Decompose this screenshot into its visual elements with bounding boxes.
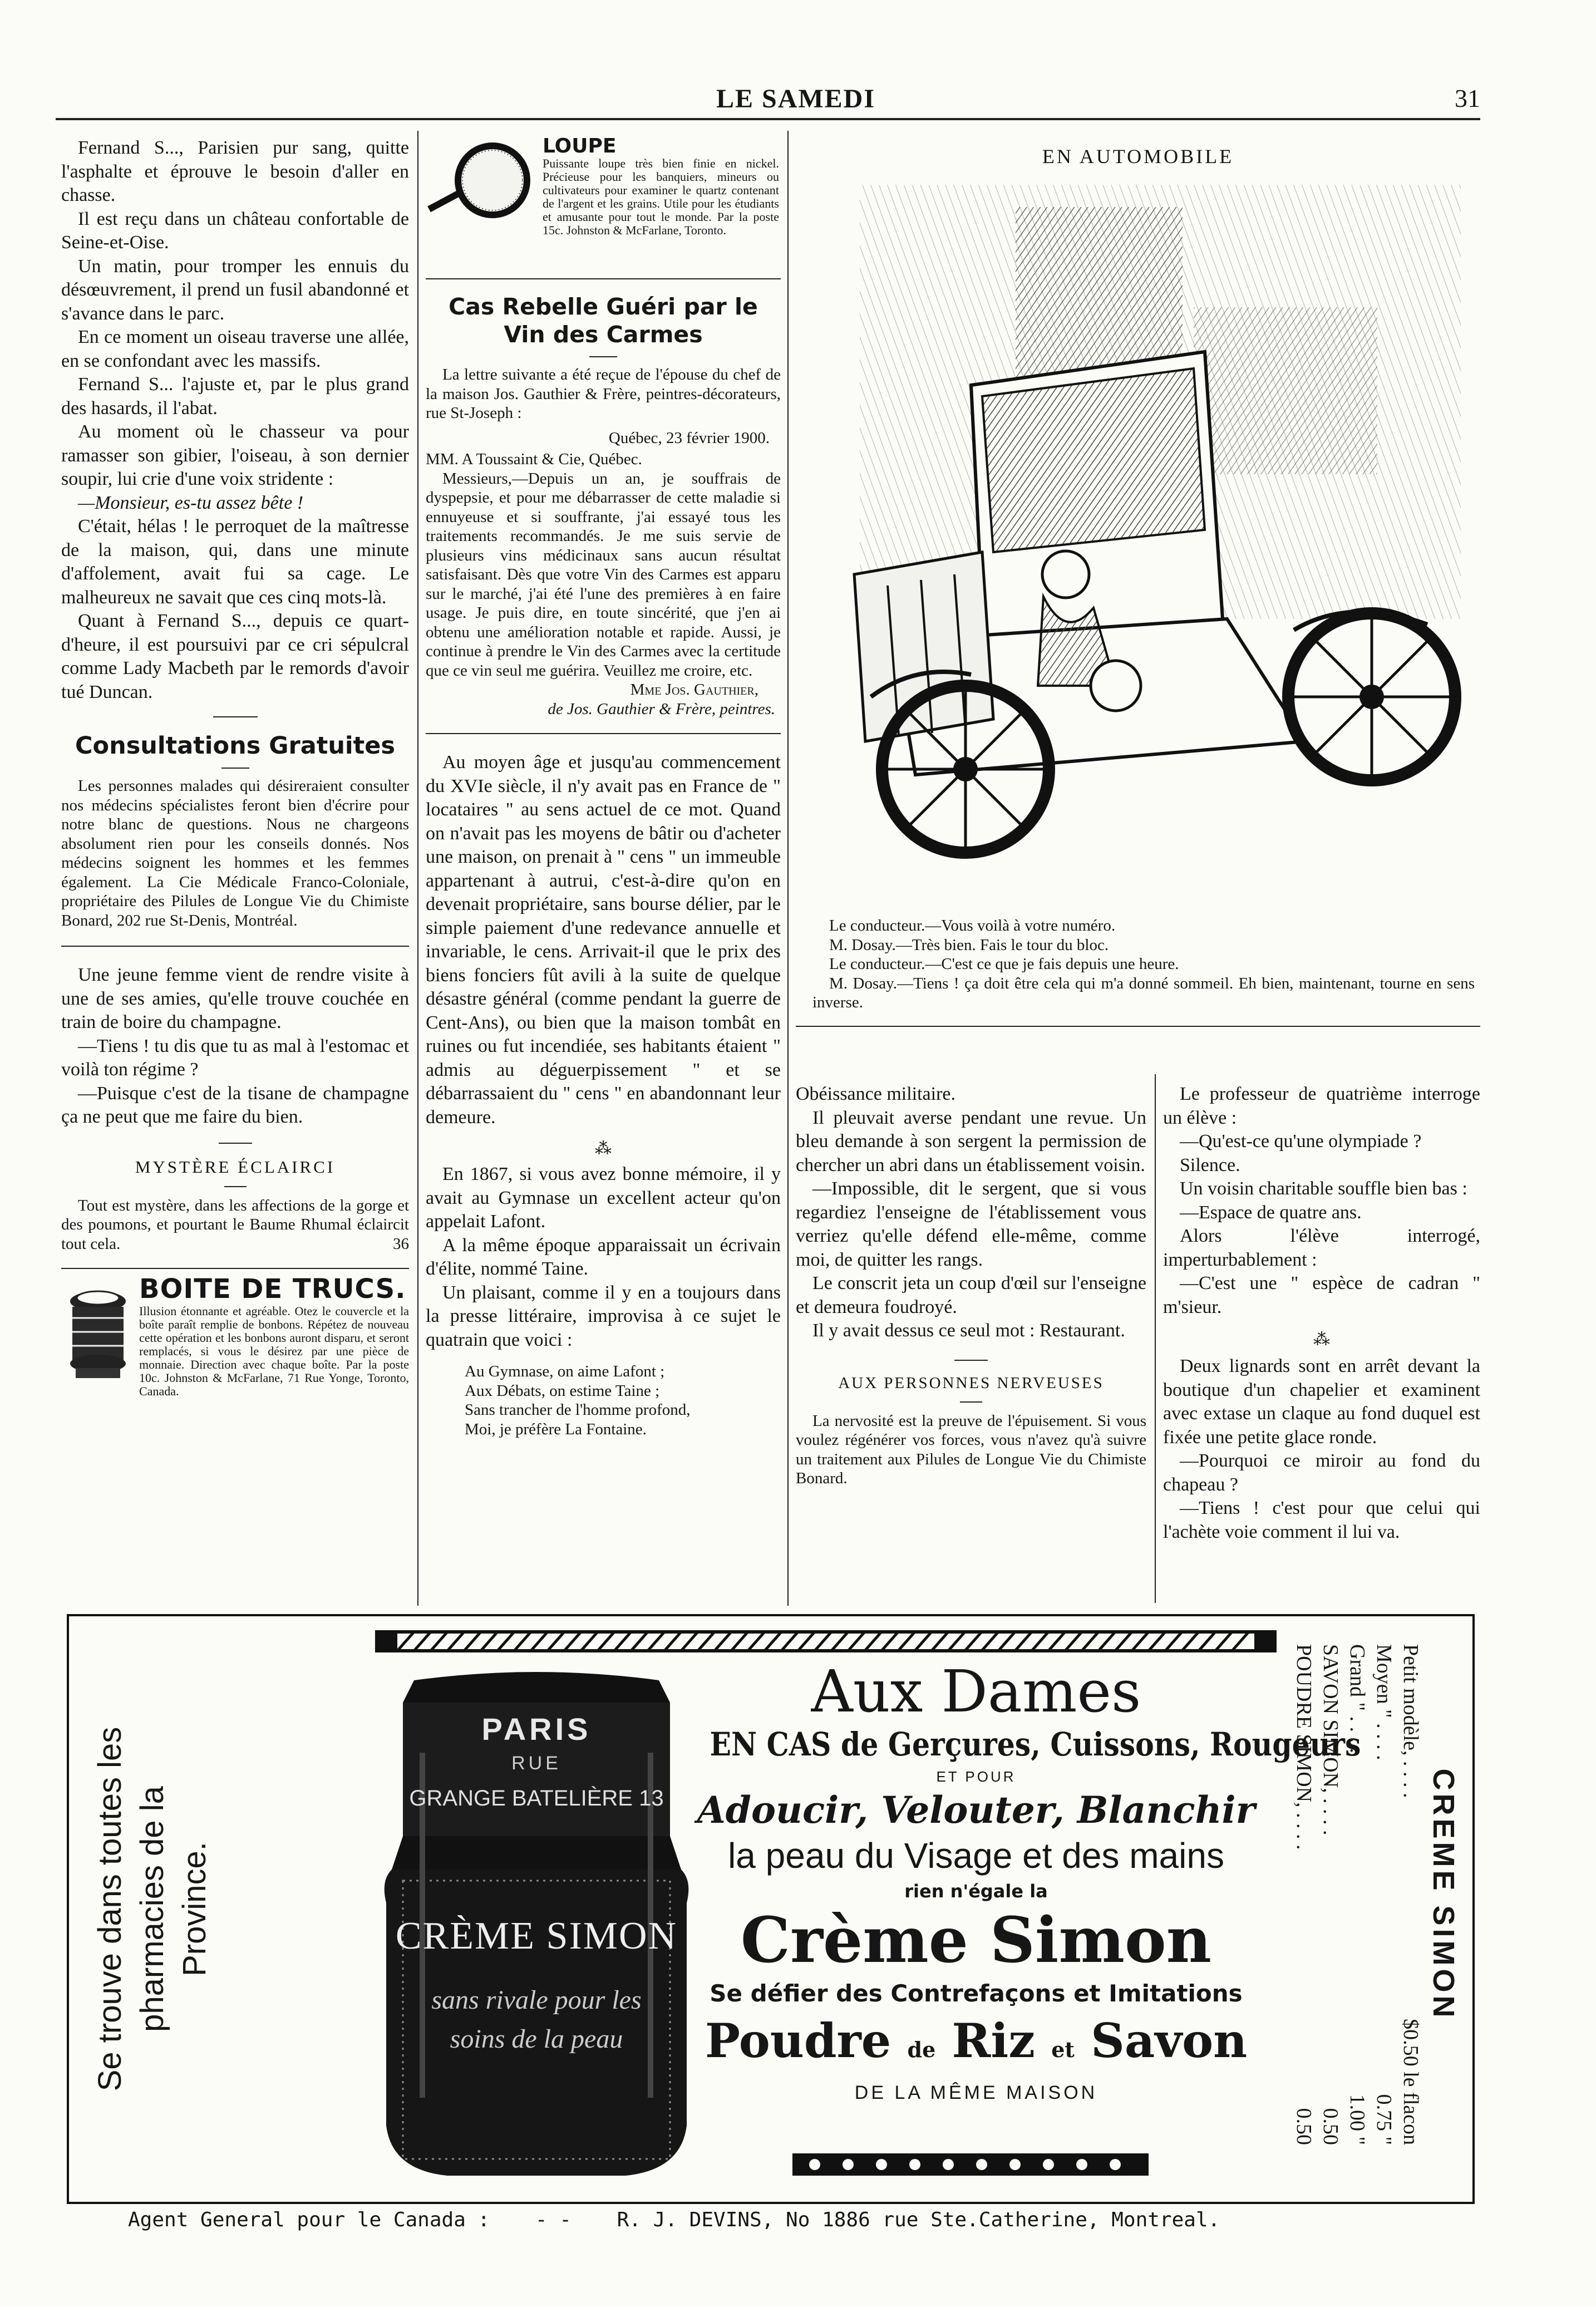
cas-signature: Mme Jos. Gauthier, [630,681,758,699]
paragraph: Un plaisant, comme il y en a toujours dans la presse littéraire, improvisa à ce sujet le quatrain que voici : [426,1282,781,1350]
price-label: Petit modèle, . . . . [1399,1644,1422,1798]
price-value: $0.50 le flacon [1399,2019,1422,2145]
contrefacons-line: Se défier des Contrefaçons et Imitations [710,1980,1243,2007]
paragraph: —Qu'est-ce qu'une olympiade ? [1180,1131,1422,1152]
separator [589,356,617,357]
price-list [1282,1616,1471,2202]
paragraph: Il pleuvait averse pendant une revue. Un bleu demande à son sergent la permission de chercher un abri dans un établissement voisin. [796,1107,1146,1175]
price-label: SAVON SIMON, . . . . [1319,1644,1342,1836]
page-number: 31 [1455,84,1480,112]
paragraph: Silence. [1180,1154,1240,1175]
paragraph: Un voisin charitable souffle bien bas : [1180,1178,1467,1199]
asterism: ⁂ [1313,1330,1330,1349]
poem-line: Aux Débats, on estime Taine ; [465,1381,660,1400]
column-4 [1163,1083,1480,1544]
mystere-number: 36 [393,1234,409,1253]
jar-rue: RUE [511,1753,561,1774]
boite-title: BOITE DE TRUCS. [139,1273,406,1305]
ornamental-border-top [375,1627,1277,1655]
rien-line: rien n'égale la [904,1881,1048,1902]
paragraph: Fernand S..., Parisien pur sang, quitte l'asphalte et éprouve le besoin d'aller en chasse. [61,137,409,205]
magnifying-glass-illustration [426,137,537,226]
price-row [1371,1644,1397,2145]
cas-intro: La lettre suivante a été reçue de l'épouse du chef de la maison Jos. Gauthier & Frère, peintres-décorateurs, rue St-Joseph : [426,366,781,422]
poudre-riz-savon [670,2010,1282,2080]
nerveuses-heading: AUX PERSONNES NERVEUSES [838,1374,1104,1392]
adoucir-line: Adoucir, Velouter, Blanchir [697,1788,1255,1832]
boite-text: Illusion étonnante et agréable. Otez le couvercle et la boîte paraît remplie de bonbons. Répétez de nouveau cette opération et les bonbons auront disparu, et seront remplacés, si vous le désirez par une pièce de monnaie. Direction avec chaque boîte. Par la poste 10c. Johnston & McFarlane, 71 Rue Yonge, Toronto, Canada. [139,1304,409,1398]
story-chasse [61,136,409,704]
jar-script: sans rivale pour les soins de la peau [431,1985,642,2054]
en-cas-line: EN CAS de Gerçures, Cuissons, Rougeurs [710,1725,1361,1763]
vertical-line: Province. [176,1842,213,1976]
paragraph: Un matin, pour tromper les ennuis du désœuvrement, il prend un fusil abandonné et s'avance dans le parc. [61,255,409,324]
poem-line: Sans trancher de l'homme profond, [465,1401,691,1419]
column-2 [426,134,781,1439]
price-row [1317,1644,1344,2145]
consultations-heading: Consultations Gratuites [75,732,395,760]
paragraph: —Tiens ! c'est pour que celui qui l'achète voie comment il lui va. [1163,1498,1480,1542]
visage-line: la peau du Visage et des mains [728,1836,1224,1876]
agent-address: R. J. DEVINS, No 1886 rue Ste.Catherine, Montreal. [617,2208,1220,2231]
jar-street: GRANGE BATELIÈRE 13 [409,1786,664,1811]
column-divider [787,131,789,1606]
separator [221,768,249,769]
paragraph: Le professeur de quatrième interroge un élève : [1163,1084,1480,1128]
paragraph: C'était, hélas ! le perroquet de la maîtresse de la maison, qui, dans une minute d'affolement, avait fui sa cage. Le malheureux ne savait que ces cinq mots-là. [61,516,409,608]
separator [219,1143,252,1144]
column-divider [1155,1074,1156,1603]
paragraph: En ce moment un oiseau traverse une allée, en se confondant avec les massifs. [61,327,409,371]
rear-wheel [1288,613,1455,780]
jar-paris: PARIS [481,1711,592,1747]
section-rule [426,733,781,734]
trick-box-illustration [65,1279,131,1385]
column-1 [61,136,409,1398]
paragraph: Au moyen âge et jusqu'au commencement du XVIe siècle, il n'y avait pas en France de " locataires " au sens actuel de ce mot. Quand on n'avait pas les moyens de bâtir ou d'acheter une maison, on prenait à " cens " un immeuble appartenant à autrui, c'est-à-dire qu'on en devenait propriétaire, sans bourse délier, par le simple paiement d'une redevance annuelle et invariable, le cens. Arrivait-il que le prix des biens fonciers fût avili à la suite de quelque désastre général (comme pendant la guerre de Cent-Ans), ou bien que la maison tombât en ruines ou fut incendiée, ses habitants étaient " admis au déguerpissement " et se débarrassaient du " cens " en abandonnant leur demeure. [426,752,781,1128]
creme-simon-title: Crème Simon [740,1904,1212,1977]
price-value: 0.50 [1292,2108,1316,2145]
creme-simon-jar [381,1669,692,2181]
front-wheel [882,686,1049,853]
price-label: POUDRE SIMON, . . . . [1292,1644,1316,1850]
boite-de-trucs-ad [61,1273,409,1398]
loupe-title: LOUPE [543,135,617,158]
cartoon-title: EN AUTOMOBILE [1042,145,1234,168]
paragraph: —Puisque c'est de la tisane de champagne ça ne peut que me faire du bien. [61,1083,409,1127]
automobile-cartoon [796,134,1480,1027]
section-rule [61,1268,409,1269]
meme-maison: DE LA MÊME MAISON [854,2082,1098,2103]
paragraph: —Impossible, dit le sergent, que si vous regardiez l'enseigne de l'établissement vous verriez qu'elle défend elle-même, comme moi, de quitter les rangs. [796,1178,1146,1270]
agent-label: Agent General pour le Canada : [128,2208,490,2231]
paragraph: Le conscrit jeta un coup d'œil sur l'enseigne et demeura foudroyé. [796,1273,1146,1317]
paragraph: —Tiens ! tu dis que tu as mal à l'estomac et voilà ton régime ? [61,1035,409,1080]
cas-date: Québec, 23 février 1900. [608,429,770,447]
aux-dames: Aux Dames [811,1657,1141,1725]
paragraph: Fernand S... l'ajuste et, par le plus grand des hasards, il l'abat. [61,374,409,419]
cas-signature-firm: de Jos. Gauthier & Frère, peintres. [548,700,775,718]
consultations-text: Les personnes malades qui désireraient consulter nos médecins spécialistes feront bien d'écrire pour notre blanc de questions. Nous ne chargeons absolument rien pour les conseils donnés. Nos médecins soignent les hommes et les femmes également. La Cie Médicale Franco-Coloniale, propriétaire des Pilules de Longue Vie du Chimiste Bonard, 202 rue St-Denis, Montréal. [61,777,409,929]
header-rule [56,118,1480,120]
paragraph: Deux lignards sont en arrêt devant la boutique d'un chapelier et examinent avec extase un claque au fond duquel est fixée une petite glace ronde. [1163,1356,1480,1448]
paragraph: Il y avait dessus ce seul mot : Restaurant. [812,1320,1125,1341]
poem-line: Moi, je préfère La Fontaine. [465,1420,647,1438]
price-value: 0.75 " [1372,2094,1396,2145]
nerveuses-text: La nervosité est la preuve de l'épuisement. Si vous voulez régénérer vos forces, vous n'avez qu'à suivre un traitement aux Pilules de Longue Vie du Chimiste Bonard. [796,1411,1146,1487]
separator [960,1401,982,1403]
et-word: et [1051,2037,1075,2062]
column-3 [796,1083,1146,1488]
header-title: LE SAMEDI [716,84,876,114]
savon-word: Savon [1091,2013,1248,2068]
paragraph: —C'est une " espèce de cadran " m'sieur. [1163,1273,1480,1317]
et-pour: ET POUR [936,1768,1016,1785]
paragraph: —Espace de quatre ans. [1180,1202,1362,1223]
paragraph: Alors l'élève interrogé, imperturbablement : [1163,1226,1480,1270]
mystere-text [61,1196,409,1254]
price-value: 1.00 " [1346,2094,1369,2145]
section-rule [796,1026,1480,1027]
poudre-word: Poudre [705,2013,891,2068]
riz-word: Riz [952,2013,1035,2068]
loupe-text: Puissante loupe très bien finie en nickel. Précieuse pour les banquiers, mineurs ou cultivateurs pour examiner le quartz contenant de l'argent et les grains. Utile pour les étudiants et amusante pour tout le monde. Par la poste 15c. Johnston & McFarlane, Toronto. [543,156,779,237]
paragraph: Au moment où le chasseur va pour ramasser son gibier, l'oiseau, à son dernier soupir, lui crie d'une voix stridente : [61,421,409,489]
automobile-illustration [804,185,1472,908]
section-rule [61,946,409,947]
price-label: Moyen " . . . . [1372,1644,1396,1760]
caption-line: M. Dosay.—Tiens ! ça doit être cela qui m'a donné sommeil. Eh bien, maintenant, tourne en sens inverse. [812,974,1475,1011]
mystere-heading: MYSTÈRE ÉCLAIRCI [135,1157,336,1177]
mystere-body: Tout est mystère, dans les affections de la gorge et des poumons, et pourtant le Baume Rhumal éclaircit tout cela. [61,1196,409,1253]
paragraph-title: Obéissance militaire. [796,1084,956,1104]
price-row [1397,1644,1424,2145]
agent-dots: - - [535,2208,572,2231]
poem [465,1362,781,1439]
jar-name: CRÈME SIMON [395,1915,678,1957]
paragraph-quote: —Monsieur, es-tu assez bête ! [78,492,304,513]
price-label: Grand " . . . . [1346,1644,1369,1753]
creme-simon-advertisement [67,1614,1475,2204]
paragraph: A la même époque apparaissait un écrivain d'élite, nommé Taine. [426,1234,781,1279]
caption-line: M. Dosay.—Très bien. Fais le tour du bloc. [829,936,1109,954]
vertical-line: pharmacies de la [134,1786,170,2032]
agent-footer [128,2208,1464,2231]
paragraph: —Pourquoi ce miroir au fond du chapeau ? [1163,1450,1480,1495]
price-list-title: CREME SIMON [1427,1768,1460,2021]
caption-line: Le conducteur.—C'est ce que je fais depuis une heure. [829,955,1179,973]
paragraph: Quant à Fernand S..., depuis ce quart-d'heure, il est poursuivi par ce cri sépulcral comme Lady Macbeth par le remords d'avoir tué Duncan. [61,611,409,702]
separator [213,716,258,717]
separator [224,1186,247,1187]
price-row [1290,1644,1317,2145]
price-row [1344,1644,1371,2145]
price-value: 0.50 [1319,2108,1342,2145]
paragraph: En 1867, si vous avez bonne mémoire, il y avait au Gymnase un excellent acteur qu'on appelait Lafont. [426,1164,781,1232]
cas-address: MM. A Toussaint & Cie, Québec. [426,450,642,468]
cas-rebelle-heading: Cas Rebelle Guéri par le Vin des Carmes [449,293,758,348]
loupe-ad [426,134,781,273]
section-rule [426,278,781,279]
paragraph: Une jeune femme vient de rendre visite à une de ses amies, qu'elle trouve couchée en train de boire du champagne. [61,965,409,1032]
caption-line: Le conducteur.—Vous voilà à votre numéro. [829,917,1116,934]
de-word: de [907,2037,936,2062]
vertical-line: Se trouve dans toutes les [92,1726,128,2092]
cas-body: Messieurs,—Depuis un an, je souffrais de dyspepsie, et pour me débarrasser de cette maladie si ennuyeuse et si souffrante, j'ai essayé tous les traitements recommandés. Je me suis servie de plusieurs vins médicinaux sans aucun résultat satisfaisant. Dès que votre Vin des Carmes est apparu sur le marché, j'ai été l'une des premières à en faire usage. Je puis dire, en toute sincérité, que j'en ai obtenu une amélioration notable et rapide. Aussi, je continue à prendre le Vin des Carmes avec la certitude que ce vin seul me guérira. Veuillez me croire, etc. [426,469,781,680]
pharmacies-vertical-text [69,1616,236,2202]
poem-line: Au Gymnase, on aime Lafont ; [465,1362,665,1380]
paragraph: Il est reçu dans un château confortable de Seine-et-Oise. [61,208,409,253]
asterism: ⁂ [595,1139,612,1158]
column-divider [417,131,418,1606]
separator [954,1360,988,1361]
ornamental-border-bottom [792,2153,1149,2176]
cartoon-caption [812,916,1475,1012]
